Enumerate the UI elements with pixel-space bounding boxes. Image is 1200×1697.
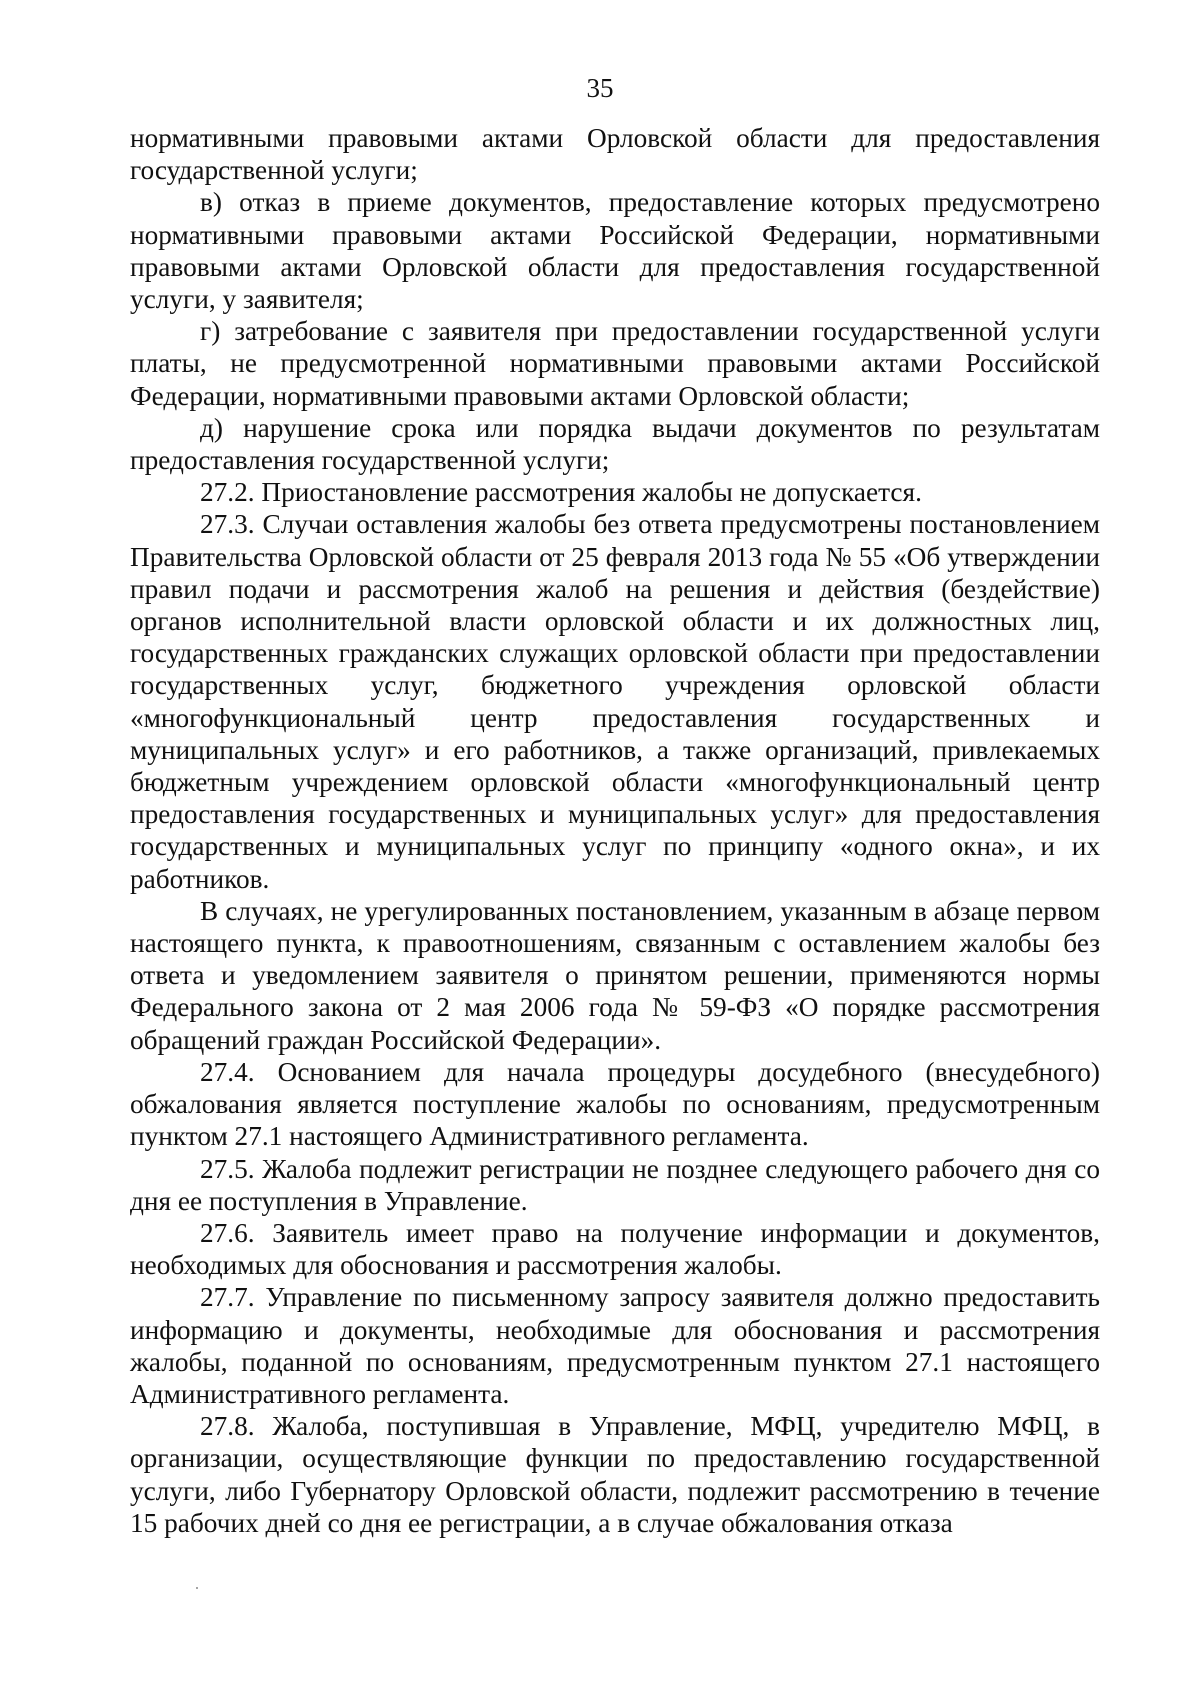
paragraph-27-6: 27.6. Заявитель имеет право на получение информации и документов, необходимых для обоснования и рассмотрения жалобы. — [130, 1217, 1100, 1281]
paragraph-27-3-cont: В случаях, не урегулированных постановлением, указанным в абзаце первом настоящего пункта, к правоотношениям, связанным с оставлением жалобы без ответа и уведомлением заявителя о принятом решении, применяются нормы Федерального закона от 2 мая 2006 года № 59-ФЗ «О порядке рассмотрения обращений граждан Российской Федерации». — [130, 895, 1100, 1055]
paragraph-item-g: г) затребование с заявителя при предоставлении государственной услуги платы, не предусмотренной нормативными правовыми актами Российской Федерации, нормативными правовыми актами Орловской области; — [130, 316, 1100, 411]
paragraph-27-3: 27.3. Случаи оставления жалобы без ответа предусмотрены постановлением Правительства Орловской области от 25 февраля 2013 года № 55 «Об утверждении правил подачи и рассмотрения жалоб на решения и действия (бездействие) органов исполнительной власти орловской области и их должностных лиц, государственных гражданских служащих орловской области при предоставлении государственных услуг, бюджетного учреждения орловской области «многофункциональный центр предоставления государственных и муниципальных услуг» и его работников, а также организаций, привлекаемых бюджетным учреждением орловской области «многофункциональный центр предоставления государственных и муниципальных услуг» для предоставления государственных и муниципальных услуг по принципу «одного окна», и их работников. — [130, 509, 1100, 894]
document-body — [130, 122, 1100, 1539]
paragraph-27-5: 27.5. Жалоба подлежит регистрации не позднее следующего рабочего дня со дня ее поступления в Управление. — [130, 1153, 1100, 1216]
paragraph-continuation: нормативными правовыми актами Орловской области для предоставления государственной услуги; — [130, 123, 1100, 186]
paragraph-27-7: 27.7. Управление по письменному запросу заявителя должно предоставить информацию и документы, необходимые для обоснования и рассмотрения жалобы, поданной по основаниям, предусмотренным пунктом 27.1 настоящего Административного регламента. — [130, 1282, 1100, 1409]
page-number: 35 — [586, 73, 614, 103]
paragraph-item-d: д) нарушение срока или порядка выдачи документов по результатам предоставления государственной услуги; — [130, 412, 1100, 476]
paragraph-27-8: 27.8. Жалоба, поступившая в Управление, МФЦ, учредителю МФЦ, в организации, осуществляющие функции по предоставлению государственной услуги, либо Губернатору Орловской области, подлежит рассмотрению в течение 15 рабочих дней со дня ее регистрации, а в случае обжалования отказа — [130, 1411, 1100, 1538]
paragraph-item-v: в) отказ в приеме документов, предоставление которых предусмотрено нормативными правовыми актами Российской Федерации, нормативными правовыми актами Орловской области для предоставления государственной услуги, у заявителя; — [130, 187, 1100, 315]
scan-speck — [196, 1587, 198, 1589]
paragraph-27-4: 27.4. Основанием для начала процедуры досудебного (внесудебного) обжалования является поступление жалобы по основаниям, предусмотренным пунктом 27.1 настоящего Административного регламента. — [130, 1056, 1100, 1152]
paragraph-27-2: 27.2. Приостановление рассмотрения жалобы не допускается. — [200, 477, 922, 508]
